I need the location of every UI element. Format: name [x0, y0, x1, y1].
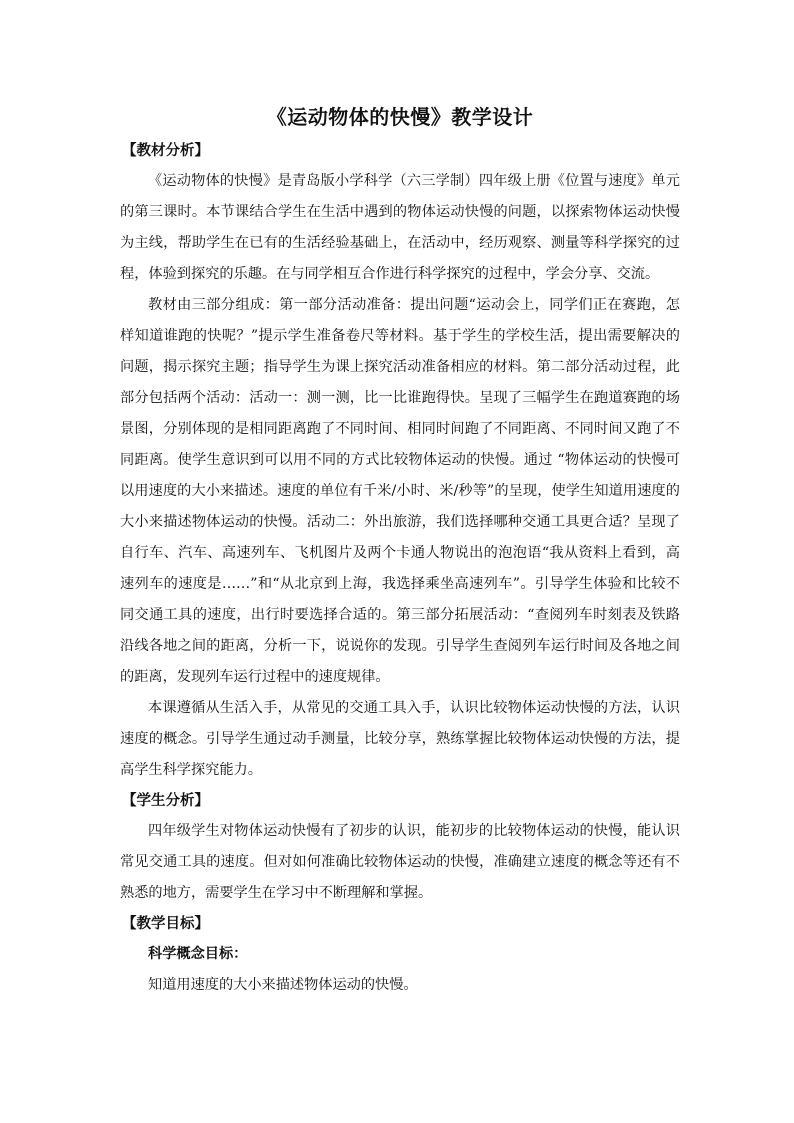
subheading-science-concept-goals: 科学概念目标：	[148, 946, 248, 962]
paragraph-textbook-overview: 《运动物体的快慢》是青岛版小学科学（六三学制）四年级上册《位置与速度》单元的第三课时。本节课结合学生在生活中遇到的物体运动快慢的问题，以探索物体运动快慢为主线，帮助学生在已有的生活经验基础上，在活动中，经历观察、测量等科学探究的过程，体验到探究的乐趣。在与同学相互合作进行科学探究的过程中，学会分享、交流。	[120, 173, 680, 282]
section-heading-teaching-goals: 【教学目标】	[122, 915, 209, 932]
section-heading-textbook-analysis: 【教材分析】	[122, 142, 209, 159]
paragraph-textbook-structure: 教材由三部分组成：第一部分活动准备：提出问题“运动会上，同学们正在赛跑，怎样知道谁跑的快呢？”提示学生准备卷尺等材料。基于学生的学校生活，提出需要解决的问题，揭示探究主题；指导学生为课上探究活动准备相应的材料。第二部分活动过程，此部分包括两个活动：活动一：测一测，比一比谁跑得快。呈现了三幅学生在跑道赛跑的场景图，分别体现的是相同距离跑了不同时间、相同时间跑了不同距离、不同时间又跑了不同距离。使学生意识到可以用不同的方式比较物体运动的快慢。通过 “物体运动的快慢可以用速度的大小来描述。速度的单位有千米/小时、米/秒等”的呈现，使学生知道用速度的大小来描述物体运动的快慢。活动二：外出旅游，我们选择哪种交通工具更合适？呈现了自行车、汽车、高速列车、飞机图片及两个卡通人物说出的泡泡语“我从资料上看到，高速列车的速度是……”和“从北京到上海，我选择乘坐高速列车”。引导学生体验和比较不同交通工具的速度，出行时要选择合适的。第三部分拓展活动：“查阅列车时刻表及铁路沿线各地之间的距离，分析一下，说说你的发现。引导学生查阅列车运行时间及各地之间的距离，发现列车运行过程中的速度规律。	[120, 297, 680, 685]
paragraph-science-concept-goal: 知道用速度的大小来描述物体运动的快慢。	[148, 977, 418, 993]
document-page	[120, 98, 680, 1001]
document-title: 《运动物体的快慢》教学设计	[266, 105, 534, 129]
section-heading-student-analysis: 【学生分析】	[122, 792, 209, 809]
paragraph-textbook-approach: 本课遵循从生活入手，从常见的交通工具入手，认识比较物体运动快慢的方法，认识速度的概念。引导学生通过动手测量，比较分享，熟练掌握比较物体运动快慢的方法，提高学生科学探究能力。	[120, 700, 680, 778]
section-textbook-analysis	[120, 136, 680, 786]
paragraph-student-analysis: 四年级学生对物体运动快慢有了初步的认识，能初步的比较物体运动的快慢，能认识常见交通工具的速度。但对如何准确比较物体运动的快慢，准确建立速度的概念等还有不熟悉的地方，需要学生在学习中不断理解和掌握。	[120, 823, 680, 901]
section-teaching-goals	[120, 909, 680, 1001]
section-student-analysis	[120, 786, 680, 909]
